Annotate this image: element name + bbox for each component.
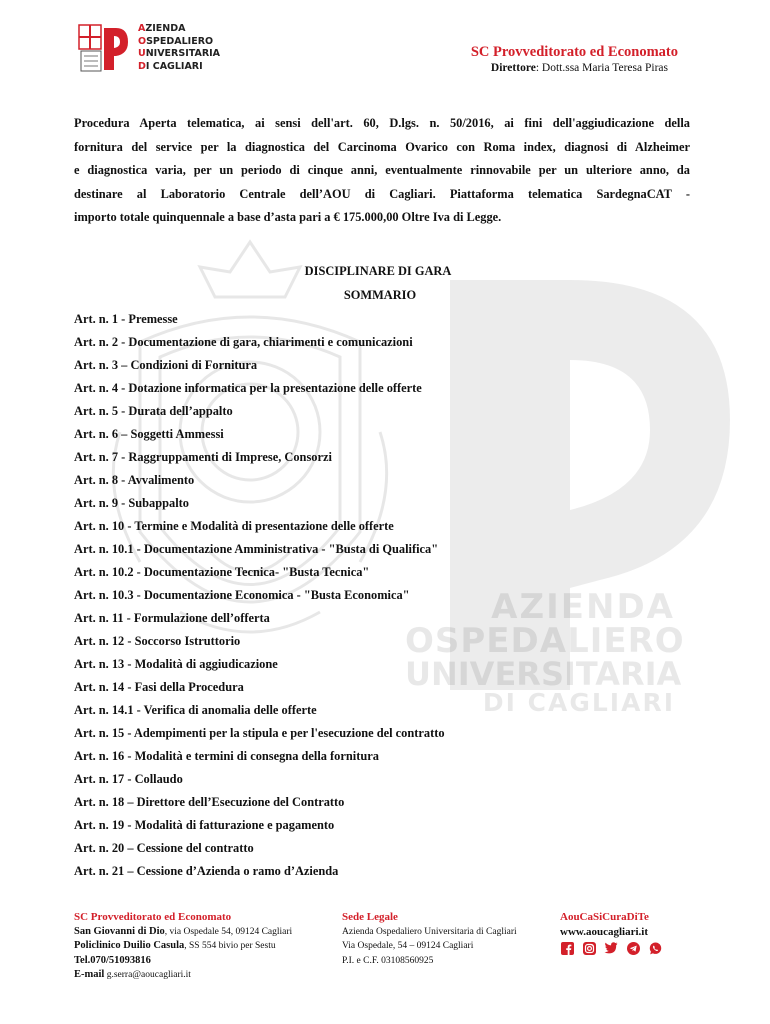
procedure-description (74, 112, 690, 230)
footer-legal-column (342, 910, 517, 968)
logo-initial: D (138, 60, 146, 72)
footer-legal-line: Azienda Ospedaliero Universitaria di Cagliari (342, 926, 517, 937)
table-of-contents (74, 311, 445, 886)
watermark-line: DI CAGLIARI (482, 688, 675, 717)
logo-word: I CAGLIARI (145, 60, 203, 72)
toc-item: Art. n. 3 – Condizioni di Fornitura (74, 358, 258, 372)
footer-office-title: SC Provveditorato ed Economato (74, 911, 232, 923)
description-line: Procedura Aperta telematica, ai sensi dell'art. 60, D.lgs. n. 50/2016, ai fini dell'aggiudicazione della (74, 116, 690, 130)
twitter-icon[interactable] (604, 941, 618, 955)
footer-address: , via Ospedale 54, 09124 Cagliari (164, 926, 293, 937)
toc-item: Art. n. 21 – Cessione d’Azienda o ramo d’Azienda (74, 864, 339, 878)
toc-item: Art. n. 11 - Formulazione dell’offerta (74, 611, 270, 625)
toc-item: Art. n. 19 - Modalità di fatturazione e pagamento (74, 818, 335, 832)
toc-item: Art. n. 6 – Soggetti Ammessi (74, 427, 224, 441)
social-icons (560, 941, 662, 955)
logo-wordmark (138, 23, 220, 73)
toc-item: Art. n. 10.3 - Documentazione Economica - "Busta Economica" (74, 588, 410, 602)
toc-item: Art. n. 20 – Cessione del contratto (74, 841, 254, 855)
description-line: destinare al Laboratorio Centrale dell’AOU di Cagliari. Piattaforma telematica SardegnaCAT - (74, 186, 690, 201)
toc-item: Art. n. 15 - Adempimenti per la stipula e per l'esecuzione del contratto (74, 726, 445, 740)
instagram-icon[interactable] (582, 941, 596, 955)
toc-item: Art. n. 5 - Durata dell’appalto (74, 404, 233, 418)
footer-legal-line: Via Ospedale, 54 – 09124 Cagliari (342, 941, 474, 952)
footer-legal-title: Sede Legale (342, 911, 398, 923)
toc-item: Art. n. 14 - Fasi della Procedura (74, 680, 244, 694)
logo-word: SPEDALIERO (146, 35, 214, 47)
toc-item: Art. n. 12 - Soccorso Istruttorio (74, 634, 241, 648)
director-label: Direttore (490, 62, 536, 74)
footer-address-name: San Giovanni di Dio (74, 925, 165, 937)
logo-mark-icon (78, 22, 130, 74)
footer-email-link[interactable]: g.serra@aoucagliari.it (104, 970, 191, 981)
footer-hashtag: AouCaSiCuraDiTe (560, 911, 649, 923)
description-line: fornitura del service per la diagnostica del Carcinoma Ovarico con Roma index, diagnosi di Alzheimer (74, 139, 690, 154)
telegram-icon[interactable] (626, 941, 640, 955)
watermark-text (405, 587, 685, 717)
description-line: e diagnostica varia, per un periodo di cinque anni, eventualmente rinnovabile per un ulteriore anno, da (74, 163, 690, 177)
toc-item: Art. n. 13 - Modalità di aggiudicazione (74, 657, 278, 671)
toc-item: Art. n. 17 - Collaudo (74, 772, 183, 786)
director-name: : Dott.ssa Maria Teresa Piras (535, 62, 668, 74)
watermark-line: UNIVERSITARIA (405, 655, 682, 693)
unit-title: SC Provveditorato ed Economato (470, 44, 678, 60)
toc-item: Art. n. 18 – Direttore dell’Esecuzione del Contratto (74, 795, 345, 809)
footer-website-link[interactable]: www.aoucagliari.it (560, 925, 648, 938)
description-line: importo totale quinquennale a base d’asta pari a € 175.000,00 Oltre Iva di Legge. (74, 210, 502, 224)
footer-policlinico-address: , SS 554 bivio per Sestu (184, 941, 276, 952)
watermark-line: AZIENDA (491, 587, 675, 627)
logo-initial: U (138, 48, 146, 59)
logo-initial: A (138, 23, 146, 34)
toc-item: Art. n. 16 - Modalità e termini di consegna della fornitura (74, 749, 379, 763)
toc-item: Art. n. 8 - Avvalimento (74, 473, 195, 487)
toc-item: Art. n. 7 - Raggruppamenti di Imprese, Consorzi (74, 450, 332, 464)
toc-item: Art. n. 4 - Dotazione informatica per la presentazione delle offerte (74, 381, 422, 395)
logo-initial: O (138, 35, 147, 47)
footer-policlinico-name: Policlinico Duilio Casula (74, 940, 185, 952)
toc-item: Art. n. 10.1 - Documentazione Amministrativa - "Busta di Qualifica" (74, 542, 439, 556)
footer-legal-line: P.I. e C.F. 03108560925 (342, 955, 434, 966)
facebook-icon[interactable] (560, 941, 574, 955)
document-title: DISCIPLINARE DI GARA (304, 264, 452, 278)
toc-item: Art. n. 14.1 - Verifica di anomalia delle offerte (74, 703, 317, 717)
summary-heading: SOMMARIO (343, 288, 417, 302)
toc-item: Art. n. 9 - Subappalto (74, 496, 189, 510)
toc-item: Art. n. 10.2 - Documentazione Tecnica- "Busta Tecnica" (74, 565, 370, 579)
toc-item: Art. n. 2 - Documentazione di gara, chiarimenti e comunicazioni (74, 335, 413, 349)
director-line (491, 62, 668, 74)
footer-phone: Tel.070/51093816 (74, 954, 151, 966)
toc-item: Art. n. 1 - Premesse (74, 312, 178, 326)
whatsapp-icon[interactable] (648, 941, 662, 955)
toc-item: Art. n. 10 - Termine e Modalità di presentazione delle offerte (74, 519, 394, 533)
footer-email-label: E-mail (74, 969, 105, 981)
footer-social-column (560, 910, 662, 955)
footer-office-column (74, 910, 292, 983)
logo-word: NIVERSITARIA (145, 48, 221, 59)
logo-word: ZIENDA (145, 23, 186, 34)
watermark-line: OSPEDALIERO (405, 621, 685, 661)
